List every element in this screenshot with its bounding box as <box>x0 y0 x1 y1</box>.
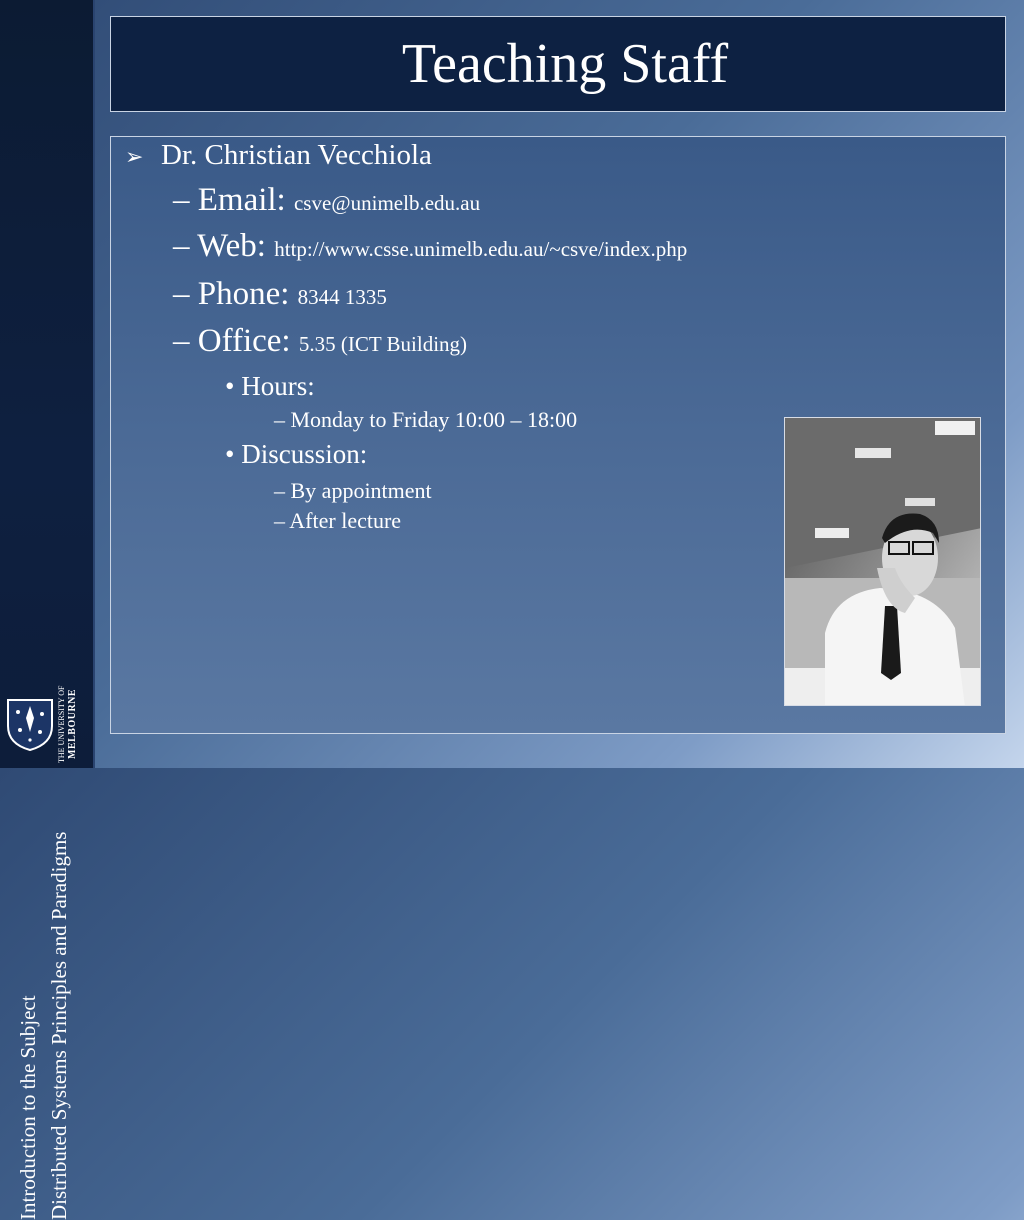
wordmark-large: MELBOURNE <box>67 688 78 760</box>
wordmark-small: THE UNIVERSITY OF <box>57 685 66 763</box>
staff-name-item <box>125 139 432 172</box>
dash-bullet: – <box>274 508 285 533</box>
dash-bullet: – <box>173 323 190 359</box>
slide-title: Teaching Staff <box>401 33 729 95</box>
hours-value-item <box>274 407 577 433</box>
email-label: Email: <box>197 182 286 218</box>
dash-bullet: – <box>173 182 190 218</box>
discussion-option <box>274 478 432 504</box>
hours-label: Hours: <box>241 371 315 401</box>
dot-bullet: • <box>225 439 235 469</box>
arrow-bullet-icon: ➢ <box>125 144 144 169</box>
office-label: Office: <box>197 323 291 359</box>
staff-name: Dr. Christian Vecchiola <box>161 139 432 171</box>
staff-photo <box>784 417 981 706</box>
email-item <box>173 182 480 219</box>
discussion-option-text: After lecture <box>289 508 402 533</box>
sidebar-line-subject: Introduction to the Subject <box>16 995 40 1220</box>
web-value[interactable]: http://www.csse.unimelb.edu.au/~csve/index.php <box>274 237 688 261</box>
university-wordmark <box>56 684 90 764</box>
discussion-label: Discussion: <box>241 439 368 469</box>
title-box <box>110 16 1006 112</box>
hours-item <box>225 371 315 402</box>
phone-value: 8344 1335 <box>297 285 387 309</box>
office-value: 5.35 (ICT Building) <box>298 332 468 356</box>
discussion-option <box>274 508 401 534</box>
dot-bullet: • <box>225 371 235 401</box>
phone-label: Phone: <box>197 276 290 312</box>
sidebar <box>0 0 95 1220</box>
hours-value: Monday to Friday 10:00 – 18:00 <box>290 407 578 432</box>
office-item <box>173 323 467 360</box>
university-logo <box>2 682 90 766</box>
dash-bullet: – <box>274 478 285 503</box>
email-value[interactable]: csve@unimelb.edu.au <box>293 191 481 215</box>
discussion-option-text: By appointment <box>290 478 432 503</box>
discussion-item <box>225 439 367 470</box>
phone-item <box>173 276 387 313</box>
dash-bullet: – <box>173 228 190 264</box>
dash-bullet: – <box>173 276 190 312</box>
sidebar-line-course: Distributed Systems Principles and Paradigms <box>47 831 71 1220</box>
university-crest-icon <box>4 696 56 752</box>
web-label: Web: <box>197 228 266 264</box>
staff-photo-image <box>785 418 981 706</box>
web-item <box>173 228 687 265</box>
dash-bullet: – <box>274 407 285 432</box>
